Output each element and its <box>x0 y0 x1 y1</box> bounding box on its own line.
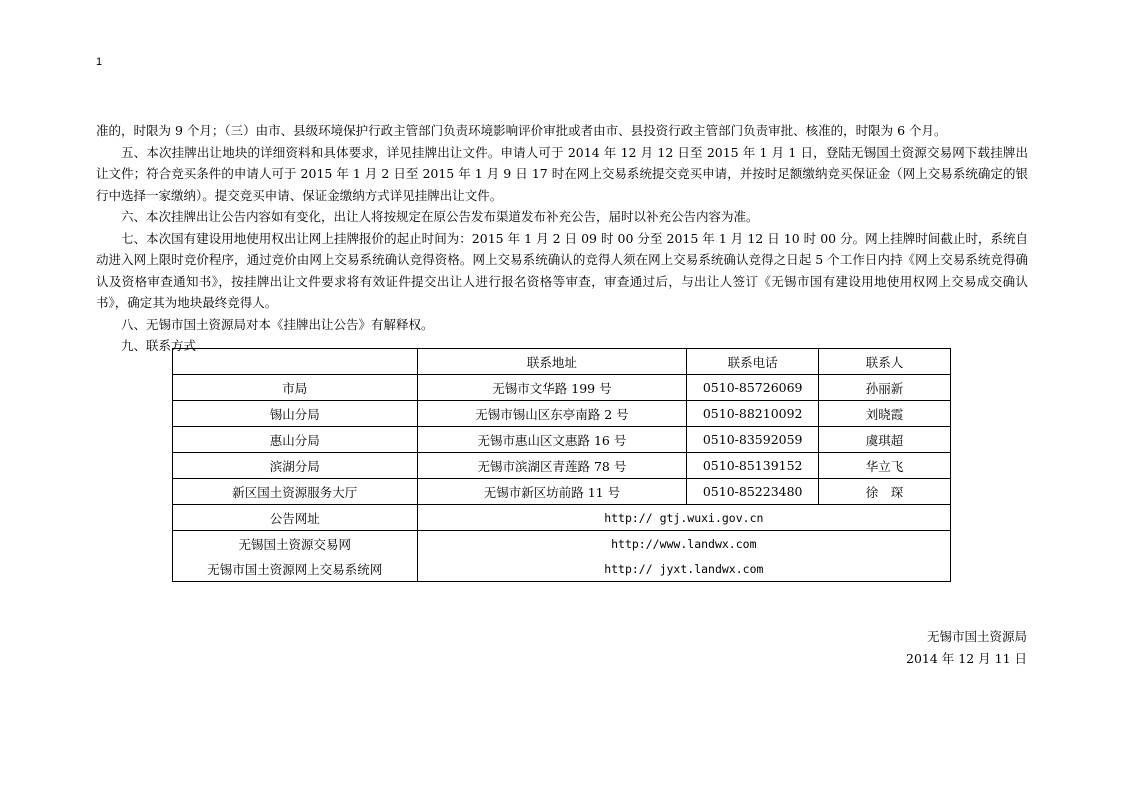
office-name: 市局 <box>173 375 418 401</box>
header-cell-phone: 联系电话 <box>687 349 819 375</box>
office-contact: 华立飞 <box>819 453 951 479</box>
office-contact: 徐 琛 <box>819 479 951 505</box>
trade-site-label: 无锡国土资源交易网 <box>173 531 418 557</box>
issuing-organization: 无锡市国土资源局 <box>926 629 1027 644</box>
online-system-label: 无锡市国土资源网上交易系统网 <box>173 556 418 582</box>
office-address: 无锡市锡山区东亭南路 2 号 <box>417 401 687 427</box>
header-cell-address: 联系地址 <box>417 349 687 375</box>
header-cell-empty <box>173 349 418 375</box>
office-contact: 孙丽新 <box>819 375 951 401</box>
announcement-url-link[interactable]: http:// gtj.wuxi.gov.cn <box>417 505 950 531</box>
table-row <box>173 479 951 505</box>
office-address: 无锡市惠山区文惠路 16 号 <box>417 427 687 453</box>
trade-site-url-link[interactable]: http://www.landwx.com <box>417 531 950 557</box>
office-name: 惠山分局 <box>173 427 418 453</box>
document-body <box>96 120 1028 357</box>
announcement-row <box>173 505 951 531</box>
issue-date: 2014 年 12 月 11 日 <box>906 651 1027 666</box>
office-address: 无锡市滨湖区青莲路 78 号 <box>417 453 687 479</box>
office-name: 新区国土资源服务大厅 <box>173 479 418 505</box>
office-phone: 0510-85223480 <box>687 479 819 505</box>
header-cell-contact: 联系人 <box>819 349 951 375</box>
office-address: 无锡市文华路 199 号 <box>417 375 687 401</box>
paragraph-9: 九、联系方式 <box>121 338 197 353</box>
office-address: 无锡市新区坊前路 11 号 <box>417 479 687 505</box>
office-name: 锡山分局 <box>173 401 418 427</box>
paragraph-5: 五、本次挂牌出让地块的详细资料和具体要求，详见挂牌出让文件。申请人可于 2014 年 12 月 12 日至 2015 年 1 月 1 日，登陆无锡国土资源交易网下载挂牌出让文件；符合竞买条件的申请人可于 2015 年 1 月 2 日至 2015 年 1 月 9 日 17 时在网上交易系统提交竞买申请，并按时足额缴纳竞买保证金（网上交易系统确定的银行中选择一家缴纳）。提交竞买申请、保证金缴纳方式详见挂牌出让文件。 <box>96 144 1028 203</box>
paragraph-7: 七、本次国有建设用地使用权出让网上挂牌报价的起止时间为：2015 年 1 月 2 日 09 时 00 分至 2015 年 1 月 12 日 10 时 00 分。网上挂牌时间截止时，系统自动进入网上限时竞价程序，通过竞价由网上交易系统确认竞得资格。网上交易系统确认的竞得人须在网上交易系统确认竞得之日起 5 个工作日内持《网上交易系统竞得确认及资格审查通知书》，按挂牌出让文件要求将有效证件提交出让人进行报名资格等审查，审查通过后，与出让人签订《无锡市国有建设用地使用权网上交易成交确认书》，确定其为地块最终竞得人。 <box>96 230 1028 310</box>
office-phone: 0510-88210092 <box>687 401 819 427</box>
online-system-url-link[interactable]: http:// jyxt.landwx.com <box>417 556 950 582</box>
online-system-row <box>173 556 951 582</box>
paragraph-6: 六、本次挂牌出让公告内容如有变化，出让人将按规定在原公告发布渠道发布补充公告，届时以补充公告内容为准。 <box>121 209 759 224</box>
office-phone: 0510-83592059 <box>687 427 819 453</box>
table-header-row <box>173 349 951 375</box>
table-row <box>173 401 951 427</box>
contact-table <box>172 348 951 582</box>
office-contact: 虞琪超 <box>819 427 951 453</box>
trade-site-row <box>173 531 951 557</box>
office-contact: 刘晓霞 <box>819 401 951 427</box>
paragraph-continuation: 准的，时限为 9 个月；（三）由市、县级环境保护行政主管部门负责环境影响评价审批或者由市、县投资行政主管部门负责审批、核准的，时限为 6 个月。 <box>96 123 947 138</box>
table-row <box>173 453 951 479</box>
office-phone: 0510-85139152 <box>687 453 819 479</box>
office-name: 滨湖分局 <box>173 453 418 479</box>
office-phone: 0510-85726069 <box>687 375 819 401</box>
table-row <box>173 427 951 453</box>
signature-block <box>906 626 1027 670</box>
announcement-label: 公告网址 <box>173 505 418 531</box>
page-number: 1 <box>96 56 103 68</box>
table-row <box>173 375 951 401</box>
paragraph-8: 八、无锡市国土资源局对本《挂牌出让公告》有解释权。 <box>121 316 434 332</box>
